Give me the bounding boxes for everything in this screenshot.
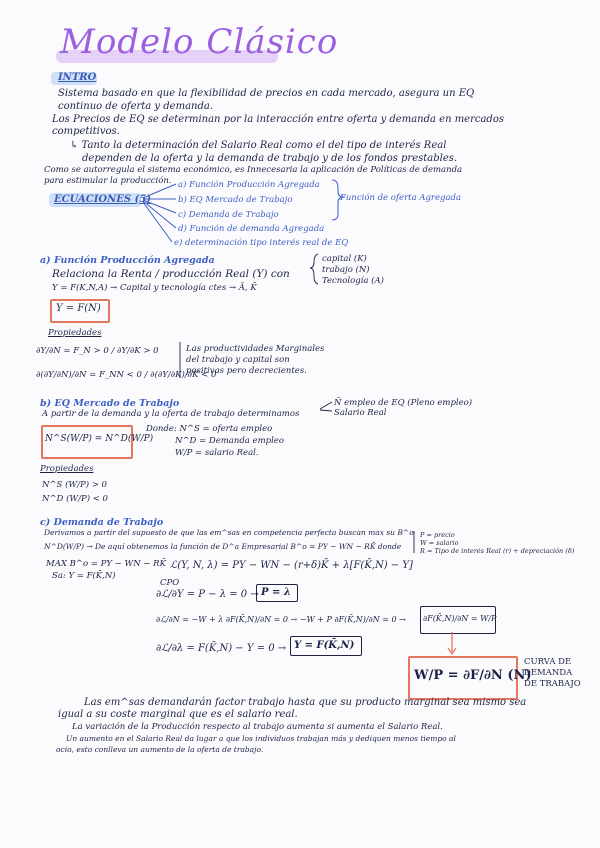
derivative: ∂ℒ/∂Y = P − λ = 0 → xyxy=(156,589,259,600)
outcome-item: Ñ empleo de EQ (Pleno empleo) xyxy=(334,398,473,408)
lagrangian: ℒ(Y, N, λ) = PY − WN − (r+δ)K̄ + λ[F(K̄,N) − Y] xyxy=(170,560,413,571)
definition-item: P = precio xyxy=(420,531,455,539)
factor-item: Tecnología (A) xyxy=(322,276,384,286)
intro-line: Los Precios de EQ se determinan por la interacción entre oferta y demanda en mercados xyxy=(52,114,504,125)
result-value: P = λ xyxy=(261,587,291,598)
intro-line: dependen de la oferta y la demanda de trabajo y de los fondos prestables. xyxy=(82,153,458,164)
section-c-line: Derivamos a partir del supuesto de que las em^sas en competencia perfecta buscan max su B^o xyxy=(44,528,414,537)
curve-note: DE TRABAJO xyxy=(524,679,581,689)
curve-note: DEMANDA xyxy=(524,668,573,678)
donde-item: N^D = Demanda empleo xyxy=(175,436,284,446)
ecuacion-item: c) Demanda de Trabajo xyxy=(178,210,279,220)
ecuacion-item: a) Función Producción Agregada xyxy=(178,180,320,190)
property-note: del trabajo y capital son xyxy=(186,355,290,365)
section-b-line: A partir de la demanda y la oferta de trabajo determinamos xyxy=(42,409,300,419)
conclusion-line: igual a su coste marginal que es el salario real. xyxy=(58,709,298,720)
intro-line: ↳ Tanto la determinación del Salario Real como el del tipo de interés Real xyxy=(70,140,447,151)
curve-note: CURVA DE xyxy=(524,657,572,667)
property-note: Las productividades Marginales xyxy=(186,344,325,354)
property-formula: N^S (W/P) > 0 xyxy=(42,480,107,490)
property-formula: ∂(∂Y/∂N)/∂N = F_NN < 0 / ∂(∂Y/∂K)/∂K < 0 xyxy=(36,370,217,380)
propiedades-label: Propiedades xyxy=(48,328,102,338)
labor-market-eq: N^S(W/P) = N^D(W/P) xyxy=(45,434,154,444)
factor-item: capital (K) xyxy=(322,254,367,264)
intro-line: para estimular la producción. xyxy=(44,176,172,186)
max-problem: MAX B^o = PY − WN − RK̄ xyxy=(46,559,166,569)
ecuaciones-chip: ECUACIONES (5) xyxy=(54,194,151,205)
conclusion-line: La variación de la Producción respecto al trabajo aumenta si aumenta el Salario Real. xyxy=(72,722,443,732)
definition-item: R = Tipo de interés Real (r) + depreciación (δ) xyxy=(420,547,575,555)
conclusion-line: Las em^sas demandarán factor trabajo hasta que su producto marginal sea mismo sea xyxy=(84,697,527,708)
section-b-heading: b) EQ Mercado de Trabajo xyxy=(40,398,180,409)
labor-demand-curve: W/P = ∂F/∂N (N) xyxy=(414,668,532,683)
section-a-heading: a) Función Producción Agregada xyxy=(40,255,215,266)
section-c-line: N^D(W/P) → De aquí obtenemos la función de D^a Empresarial B^o = PY − WN − RK̄ donde xyxy=(44,542,402,551)
cpo-label: CPO xyxy=(160,578,180,588)
property-formula: N^D (W/P) < 0 xyxy=(42,494,108,504)
ecuacion-item: d) Función de demanda Agregada xyxy=(178,224,325,234)
intro-line: competitivos. xyxy=(52,126,120,137)
section-a-line: Y = F(K,N,A) → Capital y tecnología ctes → Ā, K̄ xyxy=(52,283,257,293)
conclusion-line: Un aumento en el Salario Real da lugar a que los individuos trabajan más y dediquen menos tiempo al xyxy=(66,734,456,743)
ecuacion-item: e) determinación tipo interés real de EQ xyxy=(174,238,349,248)
intro-line: continuo de oferta y demanda. xyxy=(58,101,214,112)
section-c-heading: c) Demanda de Trabajo xyxy=(40,517,164,528)
property-note: positivas pero decrecientes. xyxy=(186,366,307,376)
intro-chip: INTRO xyxy=(58,72,97,83)
production-function: Y = F(N) xyxy=(56,303,101,314)
oferta-agregada-label: Función de oferta Agregada xyxy=(340,193,462,203)
property-formula: ∂Y/∂N = F_N > 0 / ∂Y/∂K > 0 xyxy=(36,346,159,356)
derivative: ∂ℒ/∂λ = F(K̄,N) − Y = 0 → xyxy=(156,643,287,654)
section-a-line: Relaciona la Renta / producción Real (Y) con xyxy=(52,268,290,280)
constraint: Sa: Y = F(K̄,N) xyxy=(52,571,116,581)
page-title: Modelo Clásico xyxy=(60,22,339,62)
conclusion-line: ocio, esto conlleva un aumento de la oferta de trabajo. xyxy=(56,745,264,754)
result-value: ∂F(K̄,N)/∂N = W/P xyxy=(423,614,497,623)
derivative: ∂ℒ/∂N = −W + λ ∂F(K̄,N)/∂N = 0 → −W + P ∂F(K̄,N)/∂N = 0 → xyxy=(156,615,406,624)
donde-item: W/P = salario Real. xyxy=(175,448,259,458)
factor-item: trabajo (N) xyxy=(322,265,370,275)
donde-item: Donde: N^S = oferta empleo xyxy=(146,424,273,434)
ecuacion-item: b) EQ Mercado de Trabajo xyxy=(178,195,293,205)
definition-item: W = salario xyxy=(420,539,459,547)
result-value: Y = F(K̄,N) xyxy=(294,640,355,651)
intro-line: Sistema basado en que la flexibilidad de precios en cada mercado, asegura un EQ xyxy=(58,88,475,99)
outcome-item: Salario Real xyxy=(334,408,387,418)
intro-line: Como se autorregula el sistema económico, es Innecesaria la aplicación de Políticas de demanda xyxy=(44,165,463,175)
propiedades-label: Propiedades xyxy=(40,464,94,474)
